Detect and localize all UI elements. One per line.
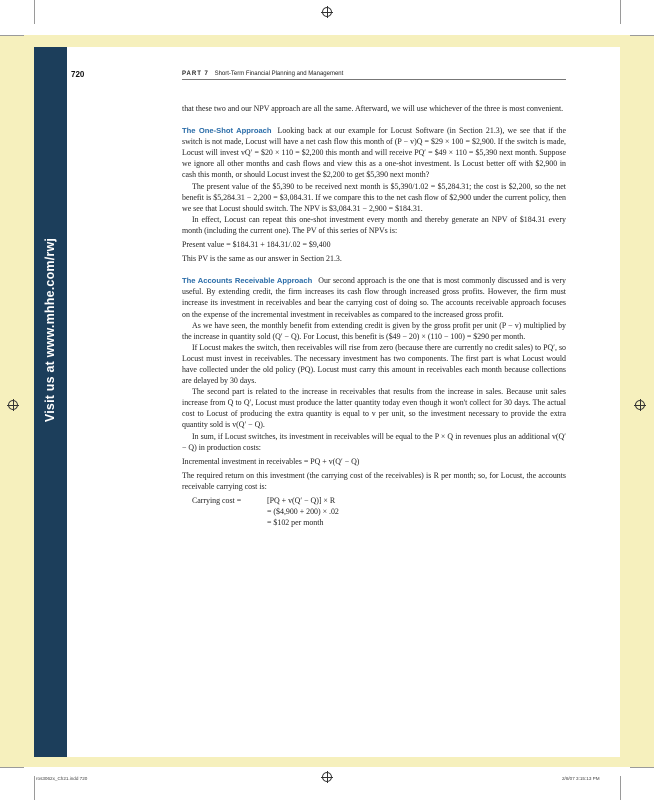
crop-mark: [34, 0, 35, 24]
crop-mark: [620, 0, 621, 24]
paragraph: The present value of the $5,390 to be received next month is $5,390/1.02 = $5,284.31; the cost is $2,200, so the net benefit is $5,284.31 − 2,200 = $3,084.31. If we compare this to the net cash flow of $2,900 under the current policy, then we see that Locust should switch. The NPV is $3,084.31 − 2,900 = $184.31.: [182, 181, 566, 213]
crop-mark: [34, 776, 35, 800]
sidebar-url-text: Visit us at www.mhhe.com/rwj: [43, 237, 57, 423]
equation-lhs: Carrying cost =: [192, 496, 242, 505]
registration-mark-icon: [322, 7, 332, 17]
crop-mark: [0, 35, 24, 36]
crop-mark: [630, 35, 654, 36]
paragraph: The required return on this investment (the carrying cost of the receivables) is R per month; so, for Locust, the accounts receivable carrying cost is:: [182, 470, 566, 491]
registration-mark-icon: [635, 400, 645, 410]
crop-mark: [630, 767, 654, 768]
paragraph: The second part is related to the increase in receivables that results from the increase in sales. Because unit sales increase from Q to Q′, Locust must produce the latter quantity today even though it won't collect for 30 days. The actual cost to Locust of producing the extra quantity is equal to v per unit, so the investment necessary to provide the extra quantity sold is v(Q′ − Q).: [182, 387, 566, 430]
section-heading: The One-Shot Approach: [182, 126, 272, 136]
running-header: [182, 71, 343, 77]
paragraph: As we have seen, the monthly benefit from extending credit is given by the gross profit per unit (P − v) multiplied by the increase in quantity sold (Q′ − Q). For Locust, this benefit is ($49 − 20) × (110 − 100) = $290 per month.: [182, 320, 566, 341]
section-heading: The Accounts Receivable Approach: [182, 276, 313, 286]
paragraph: If Locust makes the switch, then receivables will rise from zero (because there are currently no credit sales) to PQ′, so Locust must invest in receivables. The necessary investment has two components. The first part is what Locust would have collected under the old policy (PQ). Locust must carry this amount in receivables each month because collections are delayed by 30 days.: [182, 342, 566, 386]
paragraph: In effect, Locust can repeat this one-shot investment every month and thereby generate an NPV of $184.31 every month (including the current one). The PV of this series of NPVs is:: [182, 214, 566, 235]
paragraph: This PV is the same as our answer in Section 21.3.: [182, 254, 342, 264]
paragraph: that these two and our NPV approach are all the same. Afterward, we will use whichever of the three is most convenient.: [182, 104, 564, 113]
equation-block: [182, 495, 566, 506]
equation-block: [182, 506, 566, 517]
crop-mark: [0, 767, 24, 768]
paragraph-text: Our second approach is the one that is most commonly discussed and is very useful. By extending credit, the firm increases its cash flow through increased gross profits. However, the firm must increase its investment in receivables and bear the carrying cost of doing so. The accounts receivable approach focuses on the expense of the incremental investment in receivables as compared to the increased gross profit.: [182, 276, 566, 319]
paragraph: [182, 275, 566, 319]
registration-mark-icon: [322, 772, 332, 782]
equation-line: [PQ + v(Q′ − Q)] × R: [267, 496, 336, 505]
equation: Incremental investment in receivables = PQ + v(Q′ − Q): [182, 456, 360, 466]
equation-line: = ($4,900 + 200) × .02: [267, 507, 339, 517]
part-title: Short-Term Financial Planning and Management: [214, 71, 344, 77]
equation-line: = $102 per month: [267, 518, 324, 528]
equation: Present value = $184.31 + 184.31/.02 = $9,400: [182, 240, 331, 250]
part-label: PART 7: [182, 71, 209, 77]
footer-file: ros3062x_Ch21.indd 720: [36, 776, 88, 781]
footer-timestamp: 2/8/07 3:15:13 PM: [562, 776, 600, 781]
body-text: [182, 103, 566, 528]
page-number: 720: [71, 70, 85, 79]
paragraph-text: Looking back at our example for Locust Software (in Section 21.3), we see that if the switch is not made, Locust will have a net cash flow this month of (P − v)Q = $29 × 100 = $2,900. If the switch is made, Locust will invest vQ′ = $20 × 110 = $2,200 this month and will receive PQ′ = $49 × 110 = $5,390 next month. Suppose we ignore all other months and cash flows and view this as a one-shot investment. Is Locust better off with $2,900 in cash this month, or should Locust invest the $2,200 to get $5,390 next month?: [182, 126, 567, 180]
paragraph: [182, 125, 566, 180]
header-rule: [182, 79, 566, 80]
registration-mark-icon: [8, 400, 18, 410]
crop-mark: [620, 776, 621, 800]
equation-block: [182, 517, 566, 528]
paragraph: In sum, if Locust switches, its investment in receivables will be equal to the P × Q in revenues plus an additional v(Q′ − Q) in production costs:: [182, 431, 566, 452]
